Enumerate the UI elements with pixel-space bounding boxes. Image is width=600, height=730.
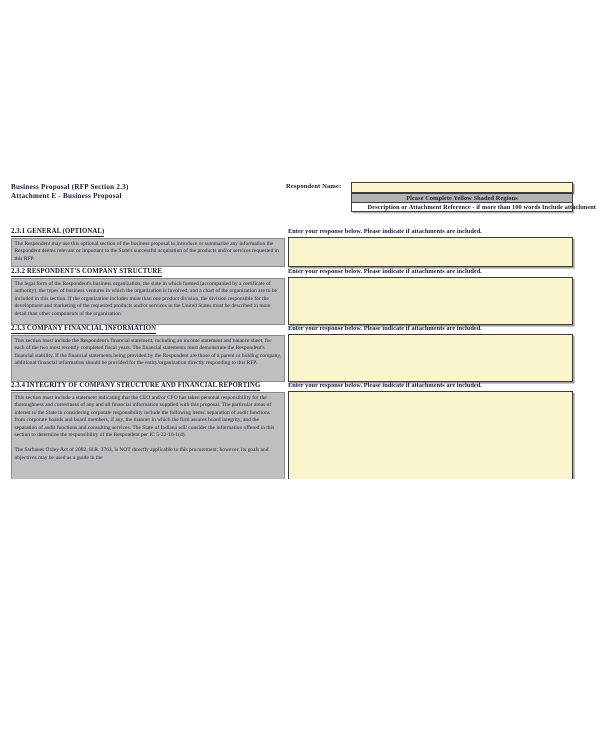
section-heading-2-3-1: 2.3.1 GENERAL (OPTIONAL) [11, 228, 105, 235]
title-line-1: Business Proposal (RFP Section 2.3) [11, 183, 129, 191]
section-heading-2-3-2: 2.3.2 RESPONDENT'S COMPANY STRUCTURE [11, 268, 163, 275]
response-input-2-3-4[interactable] [288, 391, 573, 479]
instruction-paragraph: This section must include the Respondent's financial statement, including an income statement and balance sheet, for each of the two most recently completed fiscal years. The financial statements must demonstrate the Respondent's financial stability. If the financial statements being provided by the Respondent are those of a parent or holding company, additional financial information should be provided for the entity/organization directly responding to this RFP. [14, 337, 282, 367]
title-line-2: Attachment E - Business Proposal [11, 192, 122, 201]
response-input-2-3-1[interactable] [288, 237, 573, 267]
response-input-2-3-2[interactable] [288, 277, 573, 325]
instructions-2-3-2 [11, 278, 285, 325]
response-prompt-2-3-4: Enter your response below. Please indicate if attachments are included. [288, 382, 482, 389]
instructions-2-3-3 [11, 335, 285, 382]
section-heading-2-3-3: 2.3.3 COMPANY FINANCIAL INFORMATION [11, 325, 157, 332]
page-title [11, 183, 129, 202]
instruction-paragraph: The Respondent may use this optional section of the business proposal to introduce or summarize any information the Respondent deems relevant or important to the State's successful acquisition of the products and/or services requested in this RFP. [14, 240, 279, 262]
instructions-2-3-1 [11, 238, 285, 267]
description-note: Description or Attachment Reference - if more than 100 words Include attachment [367, 204, 596, 211]
complete-yellow-regions-banner: Please Complete Yellow Shaded Regions [351, 193, 573, 203]
respondent-name-label: Respondent Name: [286, 183, 342, 190]
section-heading-2-3-4: 2.3.4 INTEGRITY OF COMPANY STRUCTURE AND FINANCIAL REPORTING [11, 382, 261, 389]
instruction-paragraph: The legal form of the Respondent's business organization, the state in which formed (accompanied by a certificate of authority), the types of business ventures in which the organization is involved, and a chart of the organization are to be included in this section. If the organization includes more than one product division, the division responsible for the development and marketing of the requested products and/or services in the United States must be described in more detail than other components of the organization. [14, 280, 278, 317]
response-prompt-2-3-2: Enter your response below. Please indicate if attachments are included. [288, 268, 482, 275]
instructions-2-3-4 [11, 392, 285, 479]
document-header [0, 183, 600, 223]
respondent-name-input[interactable] [351, 182, 573, 193]
response-input-2-3-3[interactable] [288, 334, 573, 382]
response-prompt-2-3-1: Enter your response below. Please indicate if attachments are included. [288, 228, 482, 235]
instruction-paragraph: This section must include a statement indicating that the CEO and/or CFO has taken personal responsibility for the thoroughness and correctness of any and all financial information supplied with this proposal. The particular areas of interest to the State in considering corporate responsibility include the following items: separation of audit functions from corporate boards and board members, if any, the manner in which the firm assures board integrity, and the separation of audit functions and consulting services. The State of Indiana will consider the information offered in this section to determine the responsibility of the Respondent per IC 5-22-16-1(d). [14, 394, 275, 439]
response-prompt-2-3-3: Enter your response below. Please indicate if attachments are included. [288, 325, 482, 332]
instruction-paragraph: The Sarbanes Oxley Act of 2002, H.R. 3763, is NOT directly applicable to this procurement; however, its goals and objectives may be used as a guide in the [14, 447, 269, 461]
